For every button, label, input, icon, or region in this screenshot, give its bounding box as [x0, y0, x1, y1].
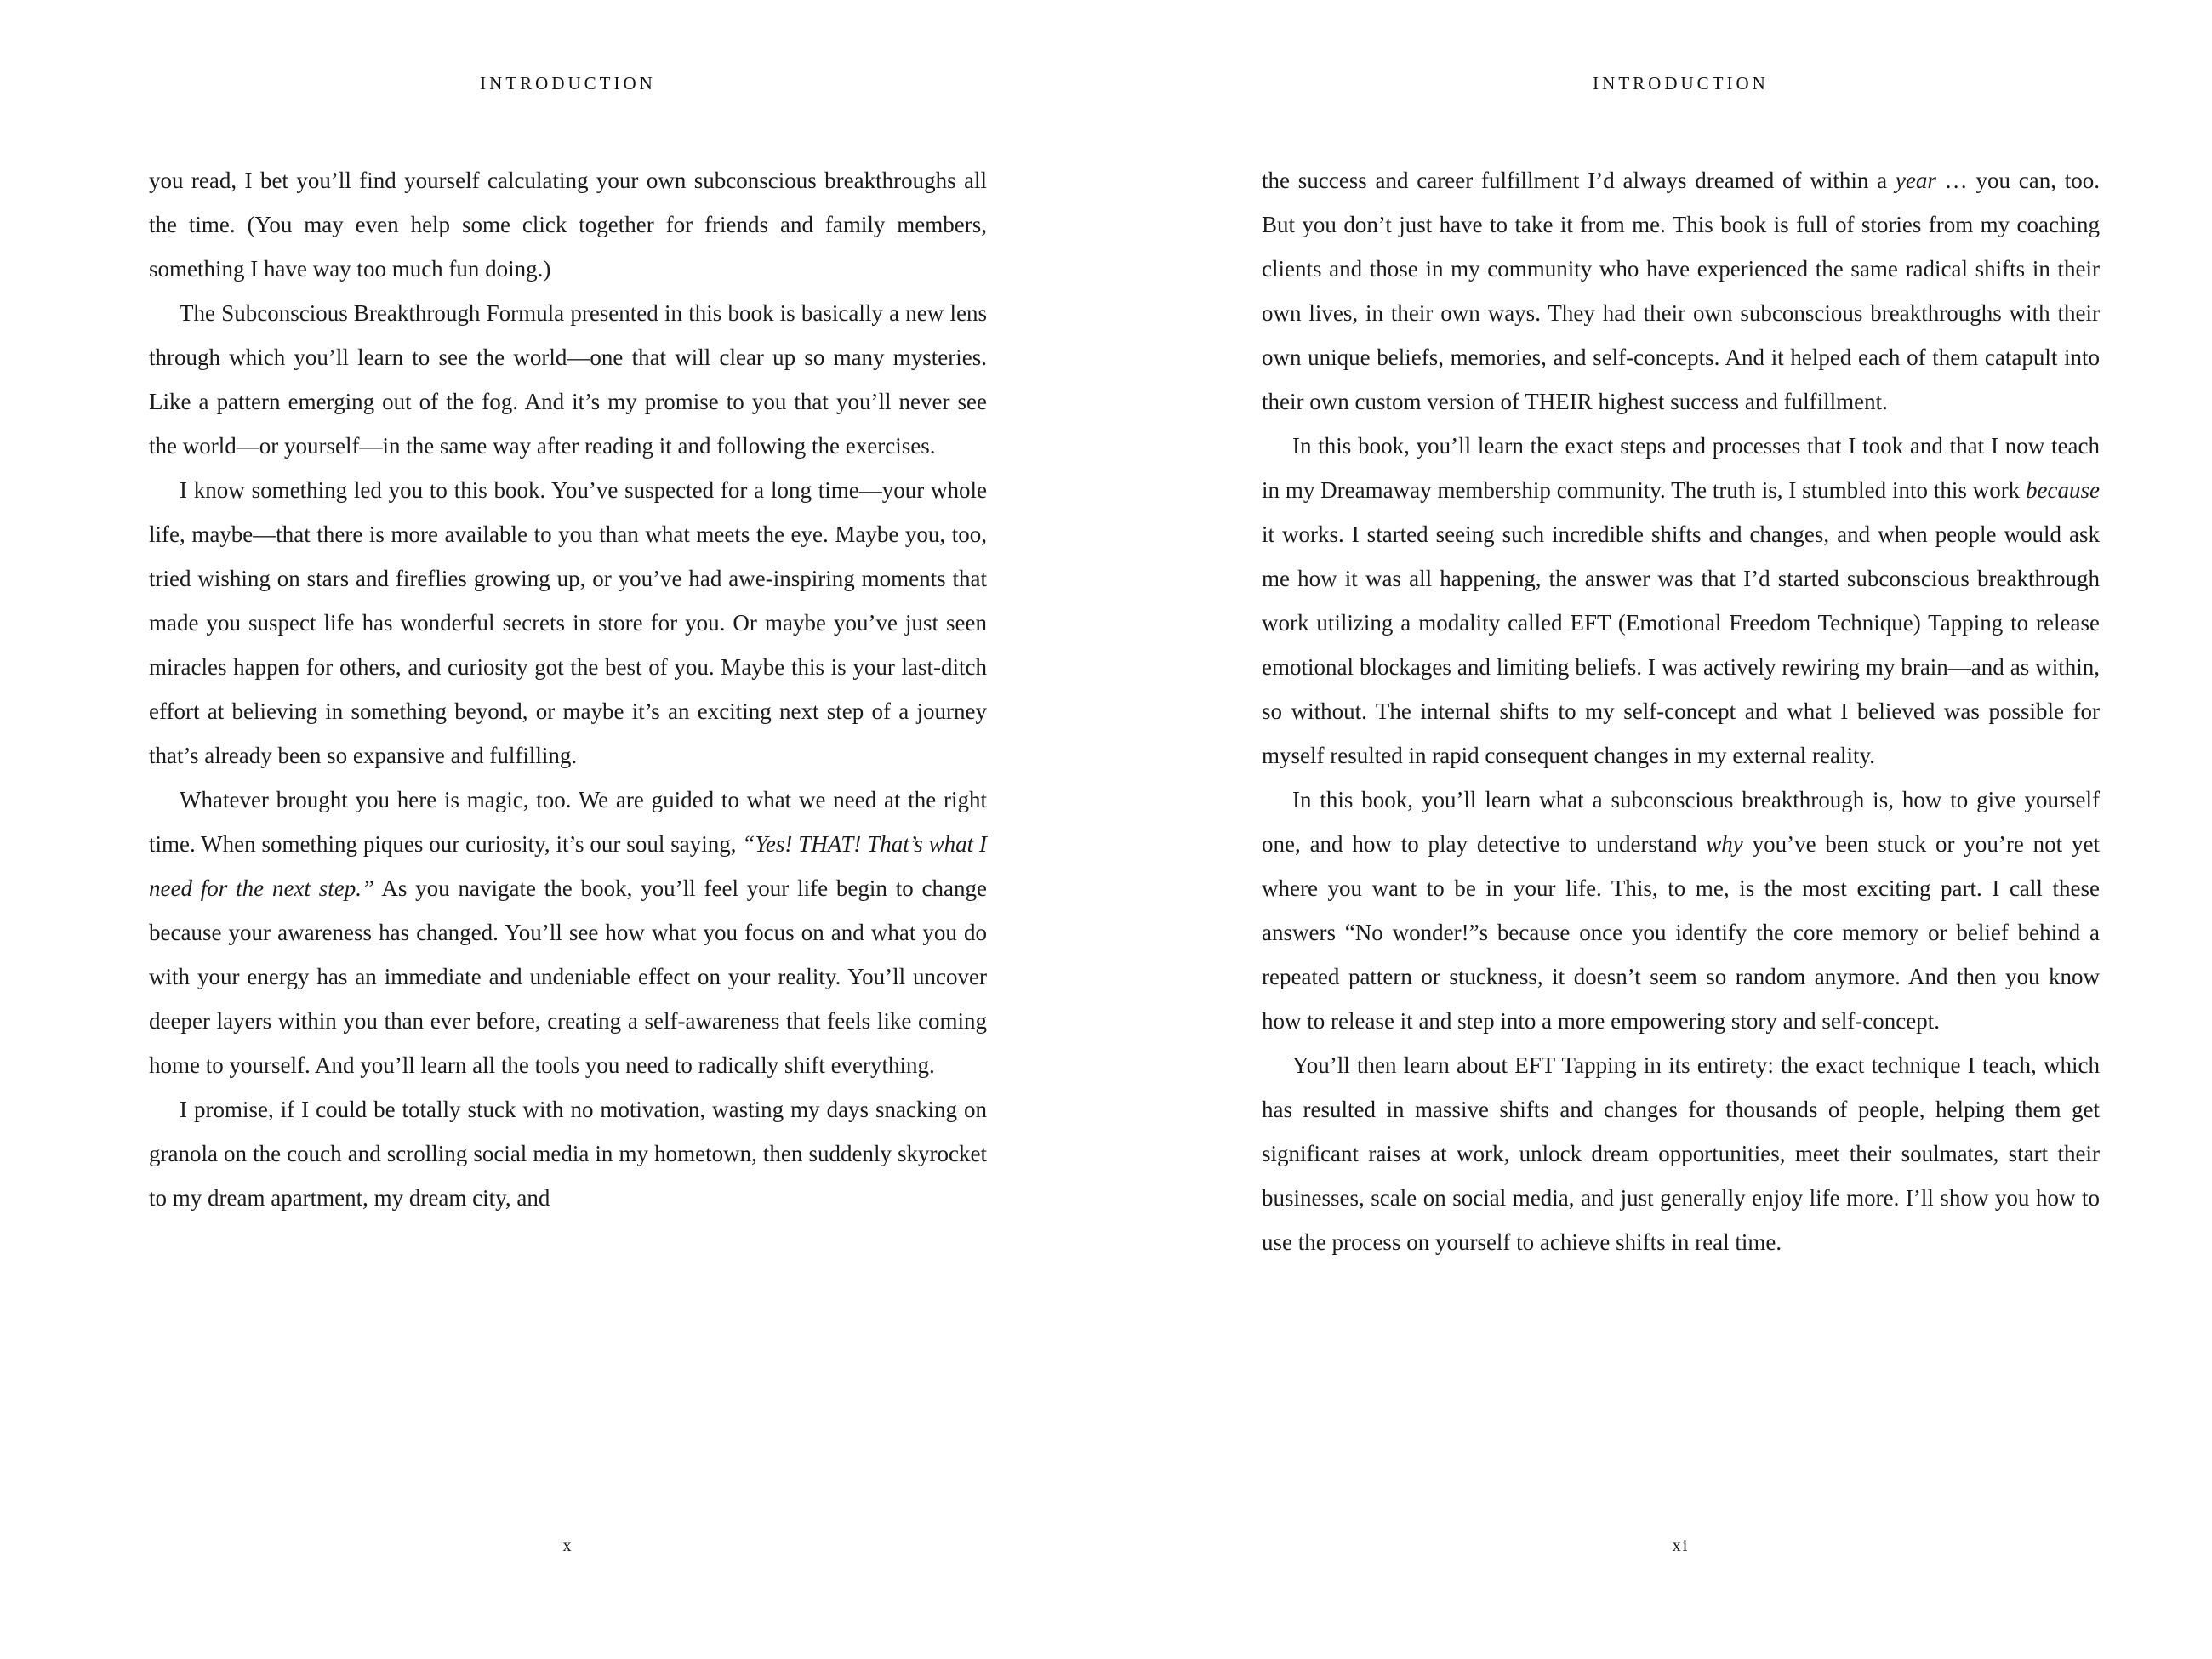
text-segment: In this book, you’ll learn what a subconscious breakthrough is, how to give yourself one, and how to play detective to understand	[1262, 787, 2100, 857]
right-page	[1262, 0, 2100, 1659]
text-segment: I know something led you to this book. You’ve suspected for a long time—your whole life, maybe—that there is more available to you than what meets the eye. Maybe you, too, tried wishing on stars and fireflies growing up, or you’ve had awe-inspiring moments that made you suspect life has wonderful secrets in store for you. Or maybe you’ve just seen miracles happen for others, and curiosity got the best of you. Maybe this is your last-ditch effort at believing in something beyond, or maybe it’s an exciting next step of a journey that’s already been so expansive and fulfilling.	[149, 477, 987, 768]
body-paragraph	[149, 778, 987, 1087]
right-page-body	[1262, 158, 2100, 1264]
italic-text-segment: year	[1895, 168, 1936, 193]
text-segment: the success and career fulfillment I’d always dreamed of within a	[1262, 168, 1896, 193]
body-paragraph	[1262, 778, 2100, 1043]
running-head-left: INTRODUCTION	[480, 73, 656, 94]
text-segment: Whatever brought you here is magic, too. We are guided to what we need at the right time. When something piques our curiosity, it’s our soul saying,	[149, 787, 987, 857]
body-paragraph	[1262, 1043, 2100, 1264]
italic-text-segment: because	[2026, 477, 2100, 503]
text-segment: You’ll then learn about EFT Tapping in its entirety: the exact technique I teach, which has resulted in massive shifts and changes for thousands of people, helping them get significant raises at work, unlock dream opportunities, meet their soulmates, start their businesses, scale on social media, and just generally enjoy life more. I’ll show you how to use the process on yourself to achieve shifts in real time.	[1262, 1052, 2100, 1255]
left-page-body	[149, 158, 987, 1220]
text-segment: I promise, if I could be totally stuck with no motivation, wasting my days snacking on granola on the couch and scrolling social media in my hometown, then suddenly skyrocket to my dream apartment, my dream city, and	[149, 1097, 987, 1211]
text-segment: you’ve been stuck or you’re not yet where you want to be in your life. This, to me, is the most exciting part. I call these answers “No wonder!”s because once you identify the core memory or belief behind a repeated pattern or stuckness, it doesn’t seem so random anymore. And then you know how to release it and step into a more empowering story and self-concept.	[1262, 831, 2100, 1034]
body-paragraph	[149, 468, 987, 778]
left-page	[149, 0, 987, 1659]
page-number-right: xi	[1672, 1536, 1690, 1555]
body-paragraph	[1262, 424, 2100, 778]
italic-text-segment: “Yes! THAT! That’s what I need for the next step.”	[149, 831, 987, 901]
body-paragraph	[149, 1087, 987, 1220]
italic-text-segment: why	[1706, 831, 1743, 857]
text-segment: As you navigate the book, you’ll feel your life begin to change because your awareness has changed. You’ll see how what you focus on and what you do with your energy has an immediate and undeniable effect on your reality. You’ll uncover deeper layers within you than ever before, creating a self-awareness that feels like coming home to yourself. And you’ll learn all the tools you need to radically shift everything.	[149, 875, 987, 1078]
text-segment: … you can, too. But you don’t just have to take it from me. This book is full of stories from my coaching clients and those in my community who have experienced the same radical shifts in their own lives, in their own ways. They had their own subconscious breakthroughs with their own unique beliefs, memories, and self-concepts. And it helped each of them catapult into their own custom version of THEIR highest success and fulfillment.	[1262, 168, 2100, 414]
text-segment: you read, I bet you’ll find yourself calculating your own subconscious breakthroughs all the time. (You may even help some click together for friends and family members, something I have way too much fun doing.)	[149, 168, 987, 282]
running-head-right: INTRODUCTION	[1593, 73, 1769, 94]
body-paragraph	[149, 158, 987, 291]
page-number-left: x	[562, 1536, 573, 1555]
text-segment: it works. I started seeing such incredible shifts and changes, and when people would ask me how it was all happening, the answer was that I’d started subconscious breakthrough work utilizing a modality called EFT (Emotional Freedom Technique) Tapping to release emotional blockages and limiting beliefs. I was actively rewiring my brain—and as within, so without. The internal shifts to my self-concept and what I believed was possible for myself resulted in rapid consequent changes in my external reality.	[1262, 522, 2100, 768]
body-paragraph	[149, 291, 987, 468]
text-segment: In this book, you’ll learn the exact steps and processes that I took and that I now teach in my Dreamaway membership community. The truth is, I stumbled into this work	[1262, 433, 2100, 503]
text-segment: The Subconscious Breakthrough Formula presented in this book is basically a new lens through which you’ll learn to see the world—one that will clear up so many mysteries. Like a pattern emerging out of the fog. And it’s my promise to you that you’ll never see the world—or yourself—in the same way after reading it and following the exercises.	[149, 300, 987, 459]
body-paragraph	[1262, 158, 2100, 424]
